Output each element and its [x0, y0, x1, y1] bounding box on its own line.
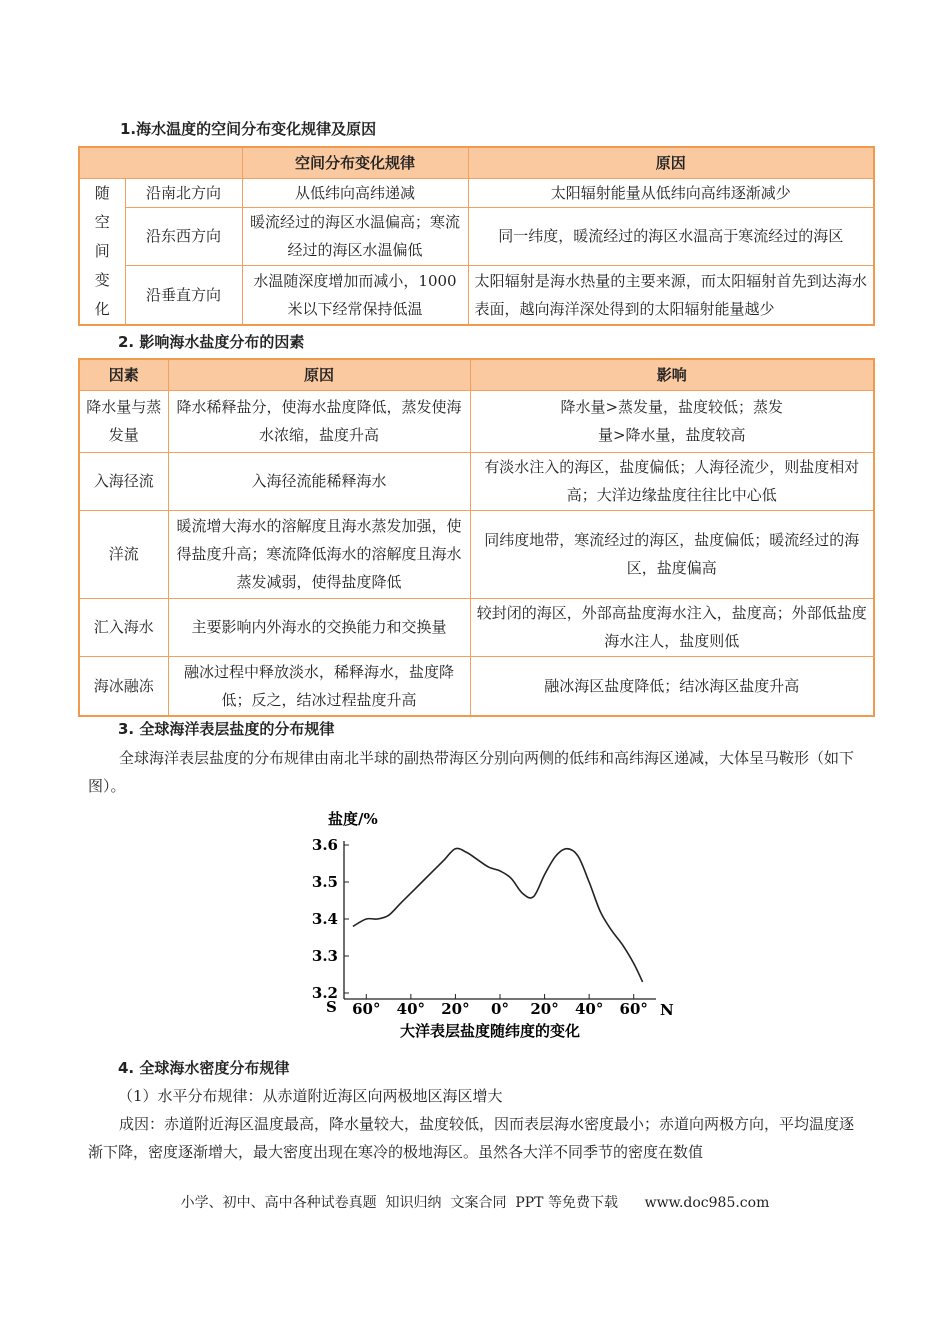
temp-reason: 太阳辐射能量从低纬向高纬逐渐减少: [468, 178, 874, 207]
temp-reason: 同一纬度，暖流经过的海区水温高于寒流经过的海区: [468, 207, 874, 265]
section2-heading: 2. 影响海水盐度分布的因素: [118, 333, 305, 351]
temp-group-label: 随空间变化: [79, 178, 125, 325]
temp-rule: 从低纬向高纬递减: [242, 178, 468, 207]
temp-dir: 沿垂直方向: [125, 265, 242, 325]
salt-effect: 融冰海区盐度降低；结冰海区盐度升高: [470, 656, 874, 716]
salt-header-effect: 影响: [470, 359, 874, 390]
y-tick-label: 3.5: [311, 873, 338, 891]
x-tick-label: 60°: [619, 1000, 648, 1018]
salt-effect: 有淡水注入的海区，盐度偏低；人海径流少，则盐度相对高；大洋边缘盐度往往比中心低: [470, 452, 874, 510]
salinity-factor-table: [78, 358, 875, 717]
salt-reason: 暖流增大海水的溶解度且海水蒸发加强，使得盐度升高；寒流降低海水的溶解度且海水蒸发减弱，使得盐度降低: [168, 510, 470, 598]
section1-heading: 1.海水温度的空间分布变化规律及原因: [120, 120, 377, 138]
temp-header-reason: 原因: [468, 147, 874, 178]
temperature-table: [78, 146, 875, 326]
x-tick-label: 20°: [530, 1000, 559, 1018]
section4-subheading: （1）水平分布规律：从赤道附近海区向两极地区海区增大: [118, 1087, 503, 1105]
salt-factor: 海冰融冻: [79, 656, 168, 716]
section4-paragraph: 成因：赤道附近海区温度最高，降水量较大，盐度较低，因而表层海水密度最小；赤道向两极方向，平均温度逐渐下降，密度逐渐增大，最大密度出现在寒冷的极地海区。虽然各大洋不同季节的密度在数值: [88, 1115, 855, 1161]
salinity-latitude-chart: [300, 803, 680, 1043]
chart-y-label: 盐度/%: [328, 810, 378, 828]
chart-x-end-left: S: [326, 998, 337, 1016]
page-footer: 小学、初中、高中各种试卷真题 知识归纳 文案合同 PPT 等免费下载 www.doc985.com: [180, 1195, 770, 1211]
section3-paragraph: 全球海洋表层盐度的分布规律由南北半球的副热带海区分别向两侧的低纬和高纬海区递减，大体呈马鞍形（如下图）。: [88, 749, 855, 795]
x-tick-label: 0°: [491, 1000, 509, 1018]
y-tick-label: 3.2: [311, 984, 338, 1002]
salt-reason: 主要影响内外海水的交换能力和交换量: [168, 598, 470, 656]
salt-reason: 降水稀释盐分，使海水盐度降低，蒸发使海水浓缩，盐度升高: [168, 390, 470, 452]
x-tick-label: 20°: [441, 1000, 470, 1018]
salinity-curve: [353, 848, 643, 981]
y-tick-label: 3.3: [311, 947, 338, 965]
y-tick-label: 3.6: [311, 836, 338, 854]
salt-header-reason: 原因: [168, 359, 470, 390]
salt-factor: 降水量与蒸发量: [79, 390, 168, 452]
salt-factor: 入海径流: [79, 452, 168, 510]
temp-reason: 太阳辐射是海水热量的主要来源，而太阳辐射首先到达海水表面，越向海洋深处得到的太阳辐射能量越少: [468, 265, 874, 325]
chart-x-end-right: N: [660, 1001, 674, 1019]
temp-header-blank: [79, 147, 242, 178]
temp-header-rule: 空间分布变化规律: [242, 147, 468, 178]
salt-factor: 洋流: [79, 510, 168, 598]
temp-dir: 沿东西方向: [125, 207, 242, 265]
x-tick-label: 40°: [396, 1000, 426, 1018]
section4-heading: 4. 全球海水密度分布规律: [118, 1059, 290, 1077]
temp-dir: 沿南北方向: [125, 178, 242, 207]
temp-rule: 水温随深度增加而减小，1000 米以下经常保持低温: [242, 265, 468, 325]
salt-effect: 降水量>蒸发量，盐度较低；蒸发量>降水量，盐度较高: [470, 390, 874, 452]
salt-factor: 汇入海水: [79, 598, 168, 656]
salt-header-factor: 因素: [79, 359, 168, 390]
salt-effect: 较封闭的海区，外部高盐度海水注入，盐度高；外部低盐度海水注人，盐度则低: [470, 598, 874, 656]
section3-heading: 3. 全球海洋表层盐度的分布规律: [118, 720, 335, 738]
temp-rule: 暖流经过的海区水温偏高；寒流经过的海区水温偏低: [242, 207, 468, 265]
x-tick-label: 60°: [352, 1000, 381, 1018]
x-tick-label: 40°: [574, 1000, 604, 1018]
salt-reason: 入海径流能稀释海水: [168, 452, 470, 510]
salt-reason: 融冰过程中释放淡水，稀释海水，盐度降低；反之，结冰过程盐度升高: [168, 656, 470, 716]
y-tick-label: 3.4: [311, 910, 338, 928]
salt-effect: 同纬度地带，寒流经过的海区，盐度偏低；暖流经过的海区，盐度偏高: [470, 510, 874, 598]
chart-title: 大洋表层盐度随纬度的变化: [399, 1022, 581, 1040]
